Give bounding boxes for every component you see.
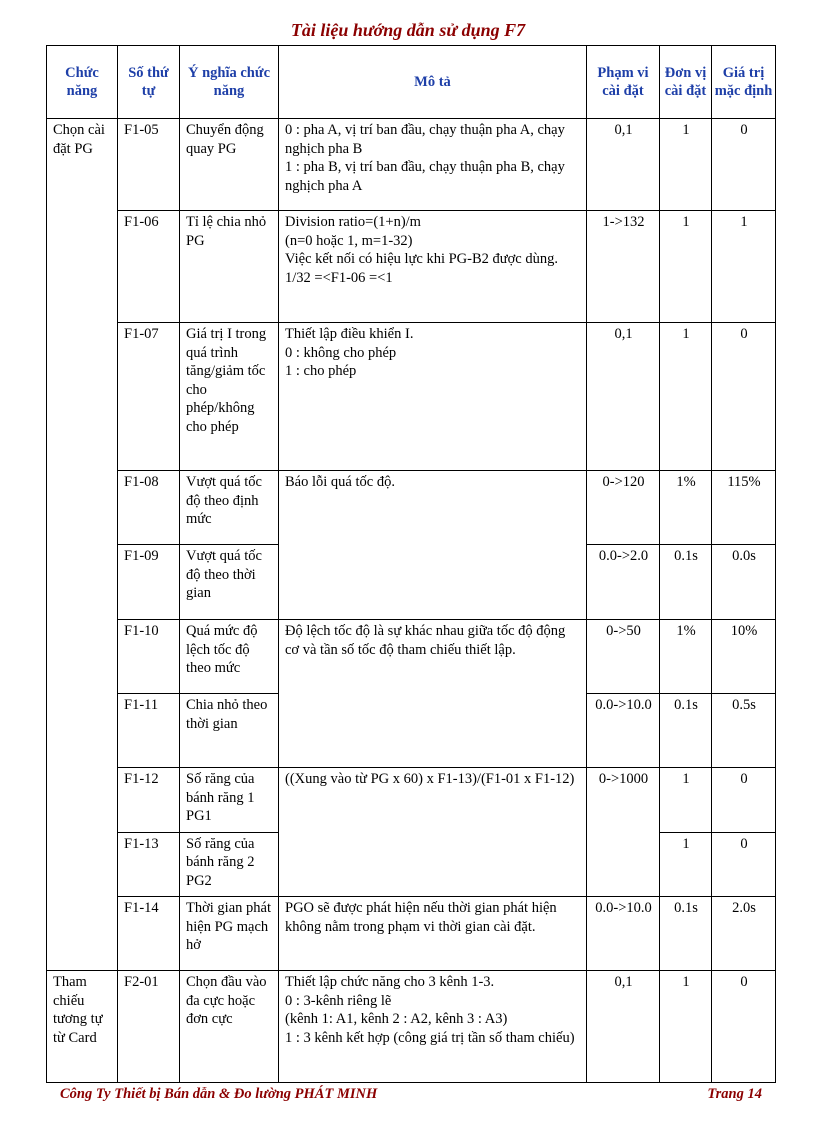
param-unit: 1 [660, 323, 712, 471]
description-line: PGO sẽ được phát hiện nếu thời gian phát hiện không nằm trong phạm vi thời gian cài đặt. [285, 900, 557, 935]
param-unit: 0.1s [660, 545, 712, 620]
param-default: 0 [712, 119, 776, 211]
header-description: Mô tả [279, 46, 587, 119]
param-meaning: Chọn đầu vào đa cực hoặc đơn cực [180, 971, 279, 1083]
param-unit: 0.1s [660, 897, 712, 971]
param-range: 0.0->2.0 [587, 545, 660, 620]
description-line: Báo lỗi quá tốc độ. [285, 474, 395, 490]
param-code: F1-14 [118, 897, 180, 971]
description-line: Độ lệch tốc độ là sự khác nhau giữa tốc độ động cơ và tần số tốc độ tham chiếu thiết lập. [285, 623, 566, 658]
param-default: 0.0s [712, 545, 776, 620]
description-line: 1 : cho phép [285, 363, 357, 379]
table-row [47, 620, 776, 694]
param-default: 10% [712, 620, 776, 694]
param-unit: 1 [660, 832, 712, 897]
param-code: F1-05 [118, 119, 180, 211]
param-code: F1-13 [118, 832, 180, 897]
param-code: F2-01 [118, 971, 180, 1083]
group-cell: Tham chiếu tương tự từ Card [47, 971, 118, 1083]
description-line: Division ratio=(1+n)/m [285, 214, 421, 230]
description-line: 0 : không cho phép [285, 344, 397, 361]
description-line: 0 : pha A, vị trí ban đầu, chạy thuận pha A, chạy nghịch pha B [285, 122, 565, 157]
param-default: 0 [712, 971, 776, 1083]
header-default: Giá trị mặc định [712, 46, 776, 119]
header-index: Số thứ tự [118, 46, 180, 119]
header-function: Chức năng [47, 46, 118, 119]
param-meaning: Giá trị I trong quá trình tăng/giảm tốc cho phép/không cho phép [180, 323, 279, 471]
description-line: 1 : pha B, vị trí ban đầu, chạy thuận pha B, chạy nghịch pha A [285, 159, 565, 194]
param-range: 1->132 [587, 211, 660, 323]
param-range: 0->120 [587, 471, 660, 545]
param-description [279, 620, 587, 768]
parameter-table [46, 45, 776, 1083]
description-line: 1/32 =<F1-06 =<1 [285, 269, 393, 286]
page-footer [60, 1086, 762, 1106]
table-row [47, 768, 776, 833]
table-row [47, 119, 776, 211]
param-range: 0->50 [587, 620, 660, 694]
param-meaning: Chuyển động quay PG [180, 119, 279, 211]
table-row [47, 211, 776, 323]
param-default: 0.5s [712, 694, 776, 768]
description-line: (n=0 hoặc 1, m=1-32) [285, 232, 413, 249]
param-code: F1-09 [118, 545, 180, 620]
param-meaning: Tỉ lệ chia nhỏ PG [180, 211, 279, 323]
param-default: 1 [712, 211, 776, 323]
param-code: F1-10 [118, 620, 180, 694]
description-line: 1 : 3 kênh kết hợp (công giá trị tần số tham chiếu) [285, 1029, 575, 1046]
param-description [279, 971, 587, 1083]
param-description [279, 119, 587, 211]
table-row [47, 471, 776, 545]
footer-page-number: Trang 14 [707, 1086, 762, 1102]
param-code: F1-08 [118, 471, 180, 545]
header-range: Phạm vi cài đặt [587, 46, 660, 119]
param-meaning: Quá mức độ lệch tốc độ theo mức [180, 620, 279, 694]
param-default: 0 [712, 832, 776, 897]
param-default: 115% [712, 471, 776, 545]
description-line: Thiết lập điều khiển I. [285, 326, 414, 342]
param-meaning: Thời gian phát hiện PG mạch hở [180, 897, 279, 971]
description-line: Thiết lập chức năng cho 3 kênh 1-3. [285, 974, 495, 990]
param-meaning: Số răng của bánh răng 2 PG2 [180, 832, 279, 897]
param-range: 0->1000 [587, 768, 660, 897]
table-row [47, 897, 776, 971]
param-unit: 1% [660, 620, 712, 694]
param-code: F1-06 [118, 211, 180, 323]
param-description [279, 897, 587, 971]
param-range: 0,1 [587, 971, 660, 1083]
table-row [47, 971, 776, 1083]
group-cell: Chọn cài đặt PG [47, 119, 118, 971]
param-unit: 1 [660, 768, 712, 833]
description-line: Việc kết nối có hiệu lực khi PG-B2 được dùng. [285, 251, 558, 267]
param-meaning: Số răng của bánh răng 1 PG1 [180, 768, 279, 833]
param-meaning: Vượt quá tốc độ theo thời gian [180, 545, 279, 620]
param-range: 0,1 [587, 119, 660, 211]
table-row [47, 323, 776, 471]
header-unit: Đơn vị cài đặt [660, 46, 712, 119]
param-code: F1-07 [118, 323, 180, 471]
param-meaning: Vượt quá tốc độ theo định mức [180, 471, 279, 545]
description-line: ((Xung vào từ PG x 60) x F1-13)/(F1-01 x F1-12) [285, 771, 575, 787]
description-line: (kênh 1: A1, kênh 2 : A2, kênh 3 : A3) [285, 1011, 508, 1027]
param-range: 0.0->10.0 [587, 897, 660, 971]
param-unit: 1% [660, 471, 712, 545]
header-meaning: Ý nghĩa chức năng [180, 46, 279, 119]
table-header-row [47, 46, 776, 119]
description-line: 0 : 3-kênh riêng lẽ [285, 992, 392, 1009]
param-description [279, 768, 587, 897]
param-range: 0.0->10.0 [587, 694, 660, 768]
footer-company: Công Ty Thiết bị Bán dẫn & Đo lường PHÁT MINH [60, 1086, 378, 1102]
param-range: 0,1 [587, 323, 660, 471]
param-meaning: Chia nhỏ theo thời gian [180, 694, 279, 768]
param-code: F1-11 [118, 694, 180, 768]
param-code: F1-12 [118, 768, 180, 833]
param-default: 2.0s [712, 897, 776, 971]
param-description [279, 211, 587, 323]
param-unit: 1 [660, 971, 712, 1083]
document-title: Tài liệu hướng dẫn sử dụng F7 [290, 20, 526, 40]
param-unit: 1 [660, 119, 712, 211]
param-description [279, 471, 587, 620]
param-unit: 1 [660, 211, 712, 323]
param-description [279, 323, 587, 471]
param-default: 0 [712, 323, 776, 471]
param-default: 0 [712, 768, 776, 833]
param-unit: 0.1s [660, 694, 712, 768]
